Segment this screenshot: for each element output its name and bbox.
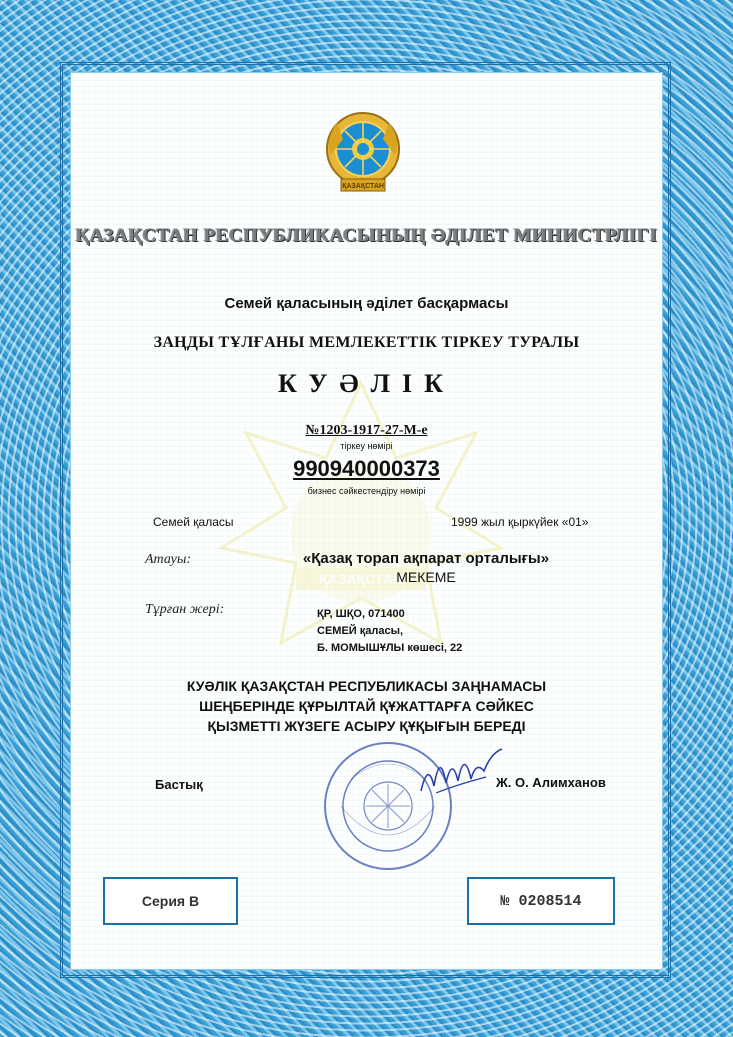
- svg-text:ҚАЗАҚСТАН: ҚАЗАҚСТАН: [319, 571, 403, 587]
- head-label: Бастық: [155, 777, 203, 792]
- series-label: Серия В: [141, 893, 200, 909]
- state-emblem-icon: [321, 109, 405, 199]
- ministry-title: ҚАЗАҚСТАН РЕСПУБЛИКАСЫНЫҢ ӘДІЛЕТ МИНИСТРЛІГІ: [75, 225, 658, 246]
- notice-line: ШЕҢБЕРІНДЕ ҚҰРЫЛТАЙ ҚҰЖАТТАРҒА СӘЙКЕС: [199, 698, 534, 714]
- organization-form: МЕКЕМЕ: [396, 569, 456, 585]
- address-label: Тұрған жері:: [145, 602, 225, 617]
- department-name: Семей қаласының әділет басқармасы: [224, 295, 509, 312]
- bin-caption: бизнес сәйкестендіру нөмірі: [307, 486, 426, 496]
- document-type-heading: КУӘЛІК: [278, 369, 455, 398]
- registration-number-caption: тіркеу нөмірі: [340, 441, 393, 451]
- document-title: ЗАҢДЫ ТҰЛҒАНЫ МЕМЛЕКЕТТІК ТІРКЕУ ТУРАЛЫ: [153, 334, 580, 351]
- head-name: Ж. О. Алимханов: [496, 775, 606, 790]
- city-label: Семей қаласы: [153, 515, 234, 529]
- registration-number: №1203-1917-27-М-е: [305, 423, 428, 438]
- address-line: СЕМЕЙ қаласы,: [317, 625, 404, 637]
- name-label: Атауы:: [145, 552, 192, 567]
- serial-number: № 0208514: [500, 892, 582, 910]
- bin-number: 990940000373: [293, 456, 440, 481]
- address-line: Б. МОМЫШҰЛЫ көшесі, 22: [317, 642, 463, 654]
- svg-text:ҚАЗАҚСТАН: ҚАЗАҚСТАН: [342, 183, 384, 190]
- series-box: [103, 877, 238, 925]
- certificate-body: [70, 72, 663, 970]
- rights-notice: [71, 676, 662, 736]
- organization-name: «Қазақ торап ақпарат орталығы»: [302, 550, 550, 567]
- issue-date: 1999 жыл қыркүйек «01»: [451, 515, 589, 529]
- notice-line: ҚЫЗМЕТТІ ЖҮЗЕГЕ АСЫРУ ҚҰҚЫҒЫН БЕРЕДІ: [207, 718, 526, 734]
- address-line: ҚР, ШҚО, 071400: [317, 608, 405, 620]
- signature-icon: [416, 741, 506, 801]
- notice-line: КУӘЛІК ҚАЗАҚСТАН РЕСПУБЛИКАСЫ ЗАҢНАМАСЫ: [186, 678, 547, 694]
- serial-number-box: [467, 877, 615, 925]
